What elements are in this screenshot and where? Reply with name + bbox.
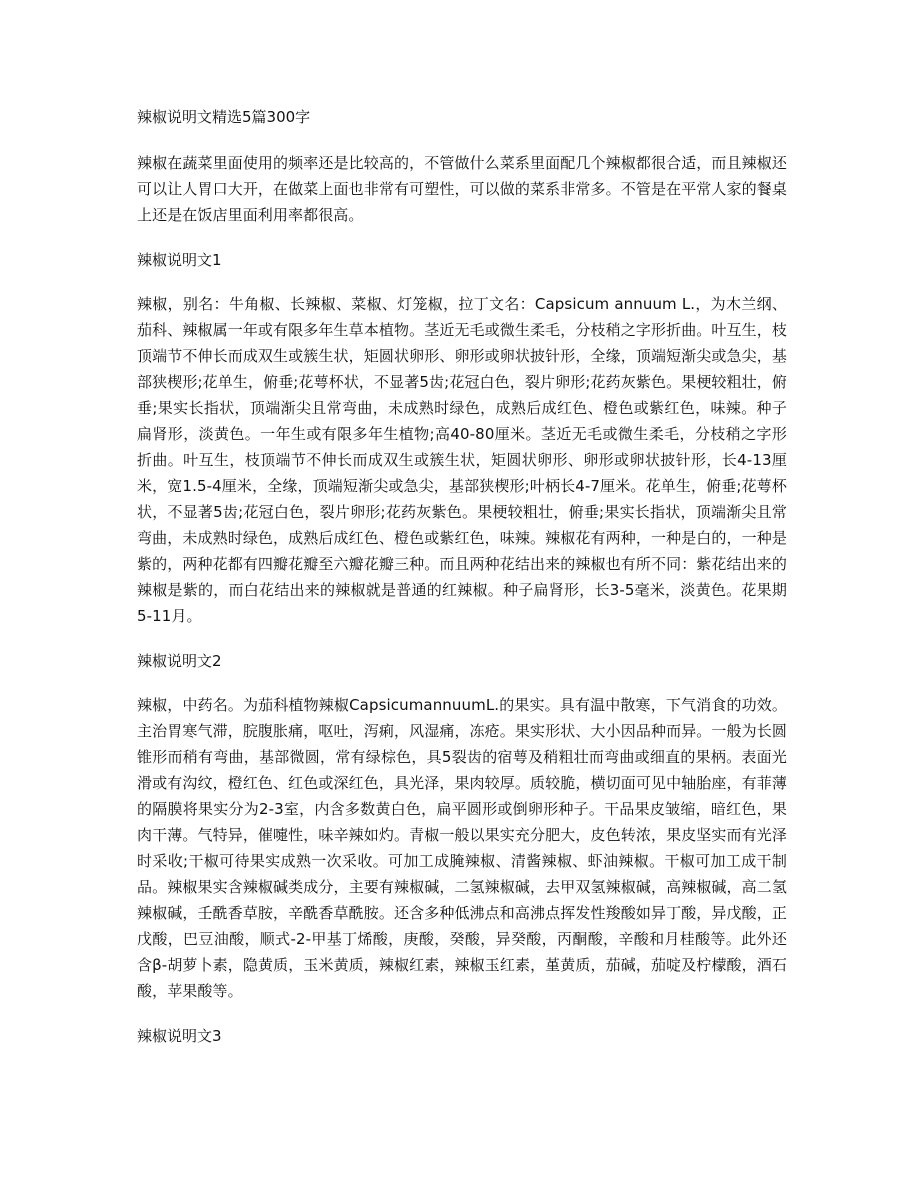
section-heading-3: 辣椒说明文3 [137, 1027, 222, 1045]
document-page [137, 105, 787, 1067]
intro-paragraph: 辣椒在蔬菜里面使用的频率还是比较高的，不管做什么菜系里面配几个辣椒都很合适，而且辣椒还可以让人胃口大开，在做菜上面也非常有可塑性，可以做的菜系非常多。不管是在平常人家的餐桌上还是在饭店里面利用率都很高。 [137, 154, 787, 224]
section-heading-1: 辣椒说明文1 [137, 251, 222, 269]
document-title: 辣椒说明文精选5篇300字 [137, 108, 311, 126]
section-heading-2: 辣椒说明文2 [137, 652, 222, 670]
section-body-2: 辣椒，中药名。为茄科植物辣椒CapsicumannuumL.的果实。具有温中散寒，下气消食的功效。主治胃寒气滞，脘腹胀痛，呕吐，泻痢，风湿痛，冻疮。果实形状、大小因品种而异。一般为长圆锥形而稍有弯曲，基部微圆，常有绿棕色，具5裂齿的宿萼及稍粗壮而弯曲或细直的果柄。表面光滑或有沟纹，橙红色、红色或深红色，具光泽，果肉较厚。质较脆，横切面可见中轴胎座，有菲薄的隔膜将果实分为2-3室，内含多数黄白色，扁平圆形或倒卵形种子。干品果皮皱缩，暗红色，果肉干薄。气特异，催嚏性，味辛辣如灼。青椒一般以果实充分肥大，皮色转浓，果皮坚实而有光泽时采收;干椒可待果实成熟一次采收。可加工成腌辣椒、清酱辣椒、虾油辣椒。干椒可加工成干制品。辣椒果实含辣椒碱类成分，主要有辣椒碱，二氢辣椒碱，去甲双氢辣椒碱，高辣椒碱，高二氢辣椒碱，壬酰香草胺，辛酰香草酰胺。还含多种低沸点和高沸点挥发性羧酸如异丁酸，异戊酸，正戊酸，巴豆油酸，顺式-2-甲基丁烯酸，庚酸，癸酸，异癸酸，丙酮酸，辛酸和月桂酸等。此外还含β-胡萝卜素，隐黄质，玉米黄质，辣椒红素，辣椒玉红素，堇黄质，茄碱，茄啶及柠檬酸，酒石酸，苹果酸等。 [137, 696, 787, 1000]
section-body-1: 辣椒，别名：牛角椒、长辣椒、菜椒、灯笼椒，拉丁文名：Capsicum annuum L.，为木兰纲、茄科、辣椒属一年或有限多年生草本植物。茎近无毛或微生柔毛，分枝稍之字形折曲。叶互生，枝顶端节不伸长而成双生或簇生状，矩圆状卵形、卵形或卵状披针形，全缘，顶端短渐尖或急尖，基部狭楔形;花单生，俯垂;花萼杯状，不显著5齿;花冠白色，裂片卵形;花药灰紫色。果梗较粗壮，俯垂;果实长指状，顶端渐尖且常弯曲，未成熟时绿色，成熟后成红色、橙色或紫红色，味辣。种子扁肾形，淡黄色。一年生或有限多年生植物;高40-80厘米。茎近无毛或微生柔毛，分枝稍之字形折曲。叶互生，枝顶端节不伸长而成双生或簇生状，矩圆状卵形、卵形或卵状披针形，长4-13厘米，宽1.5-4厘米，全缘，顶端短渐尖或急尖，基部狭楔形;叶柄长4-7厘米。花单生，俯垂;花萼杯状，不显著5齿;花冠白色，裂片卵形;花药灰紫色。果梗较粗壮，俯垂;果实长指状，顶端渐尖且常弯曲，未成熟时绿色，成熟后成红色、橙色或紫红色，味辣。辣椒花有两种，一种是白的，一种是紫的，两种花都有四瓣花瓣至六瓣花瓣三种。而且两种花结出来的辣椒也有所不同：紫花结出来的辣椒是紫的，而白花结出来的辣椒就是普通的红辣椒。种子扁肾形，长3-5毫米，淡黄色。花果期5-11月。 [137, 295, 787, 625]
